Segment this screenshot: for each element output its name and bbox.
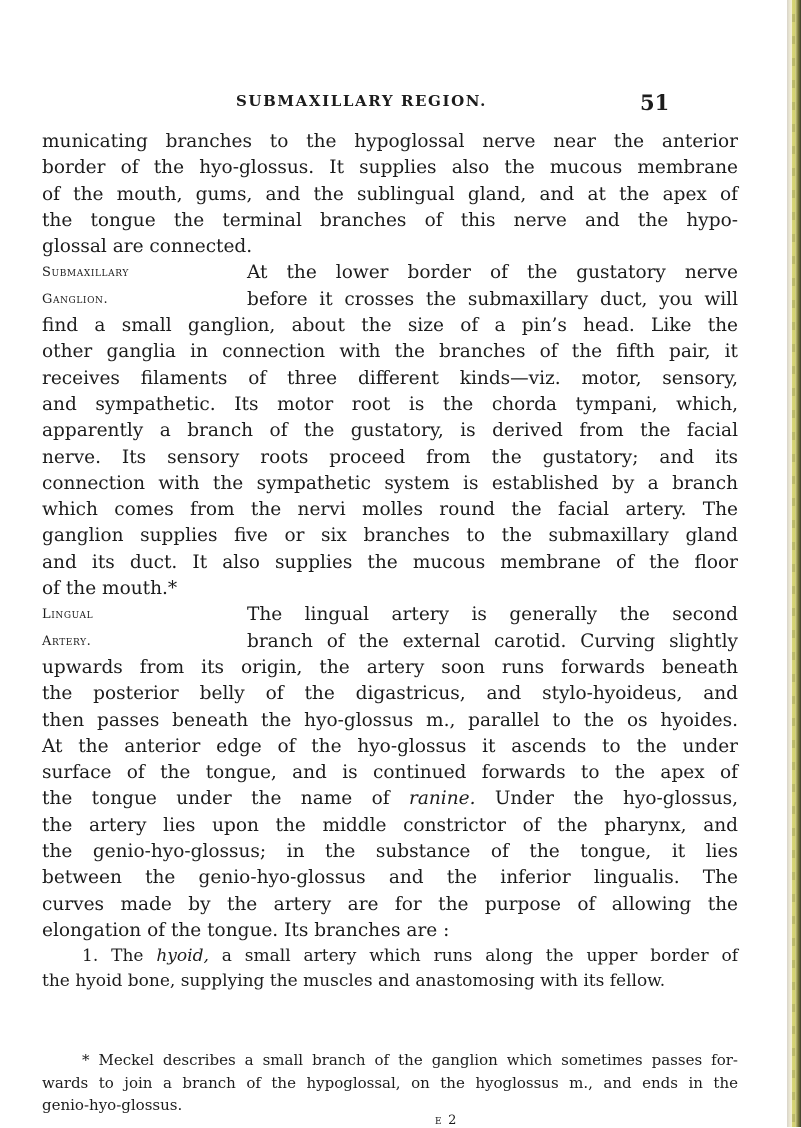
italic-term-ranine: ranine.	[409, 788, 476, 810]
text-line: receives filaments of three different kinds—viz. motor, sensory,	[42, 367, 738, 389]
text-line: which comes from the nervi molles round the facial artery. The	[42, 499, 738, 521]
text-line: apparently a branch of the gustatory, is derived from the facial	[42, 420, 738, 442]
text-line: connection with the sympathetic system is established by a branch	[42, 472, 738, 494]
signature-mark: e 2	[435, 1113, 458, 1128]
text-line: At the anterior edge of the hyo-glossus it ascends to the under	[42, 735, 738, 757]
text-line: and sympathetic. Its motor root is the chorda tympani, which,	[42, 393, 738, 415]
list-item-hyoid	[42, 944, 738, 969]
text-line: and its duct. It also supplies the mucous membrane of the floor	[42, 551, 738, 573]
footnote-line: wards to join a branch of the hypoglossal, on the hyoglossus m., and ends in the	[42, 1073, 738, 1092]
text-line: border of the hyo-glossus. It supplies also the mucous membrane	[42, 157, 738, 179]
running-head: SUBMAXILLARY REGION.	[236, 92, 487, 110]
text-line: of the mouth.*	[42, 578, 178, 600]
text-line: between the genio-hyo-glossus and the inferior lingualis. The	[42, 867, 738, 889]
text-line: elongation of the tongue. Its branches are :	[42, 919, 450, 941]
paragraph-submaxillary-ganglion	[42, 260, 738, 286]
italic-term-hyoid: hyoid,	[156, 946, 209, 967]
page-header	[0, 90, 801, 114]
text-line: before it crosses the submaxillary duct, you will	[247, 288, 738, 310]
paragraph-lingual-artery	[42, 602, 738, 628]
margin-note-submaxillary: Submaxillary	[42, 265, 129, 281]
text-span: Under the hyo-glossus,	[475, 788, 738, 810]
text-line: glossal are connected.	[42, 236, 253, 258]
margin-note-artery: Artery.	[42, 633, 92, 649]
footnote	[42, 1049, 738, 1117]
text-line: surface of the tongue, and is continued forwards to the apex of	[42, 762, 738, 784]
text-line: curves made by the artery are for the purpose of allowing the	[42, 893, 738, 915]
text-span: The	[98, 946, 157, 967]
page-edge-binding	[787, 0, 801, 1127]
paragraph-row	[42, 287, 738, 313]
text-line: other ganglia in connection with the branches of the fifth pair, it	[42, 341, 738, 363]
margin-note-ganglion: Ganglion.	[42, 291, 109, 307]
text-line: The lingual artery is generally the second	[247, 604, 738, 626]
text-line: find a small ganglion, about the size of a pin’s head. Like the	[42, 315, 738, 337]
text-line: upwards from its origin, the artery soon runs forwards beneath	[42, 656, 738, 678]
body-text	[42, 129, 738, 994]
text-line: of the mouth, gums, and the sublingual gland, and at the apex of	[42, 183, 738, 205]
text-line: branch of the external carotid. Curving slightly	[247, 630, 738, 652]
text-line: the posterior belly of the digastricus, and stylo-hyoideus, and	[42, 683, 738, 705]
text-line: municating branches to the hypoglossal nerve near the anterior	[42, 131, 738, 152]
text-line: the genio-hyo-glossus; in the substance of the tongue, it lies	[42, 841, 738, 863]
text-span: the tongue under the name of	[42, 788, 409, 810]
paragraph-row	[42, 629, 738, 655]
text-line: At the lower border of the gustatory nerve	[247, 262, 738, 284]
list-number: 1.	[82, 946, 99, 967]
text-line: the tongue the terminal branches of this nerve and the hypo-	[42, 209, 738, 231]
text-line: nerve. Its sensory roots proceed from the gustatory; and its	[42, 446, 738, 468]
footnote-line: genio-hyo-glossus.	[42, 1096, 183, 1114]
text-span: a small artery which runs along the upper border of	[208, 946, 738, 967]
text-line: ganglion supplies five or six branches to the submaxillary gland	[42, 525, 738, 547]
text-line: then passes beneath the hyo-glossus m., parallel to the os hyoides.	[42, 709, 738, 731]
page-number: 51	[640, 90, 670, 115]
margin-note-lingual: Lingual	[42, 607, 94, 623]
text-line: the hyoid bone, supplying the muscles and anastomosing with its fellow.	[42, 971, 666, 992]
footnote-line: * Meckel describes a small branch of the ganglion which sometimes passes for-	[82, 1051, 738, 1069]
text-line: the artery lies upon the middle constrictor of the pharynx, and	[42, 814, 738, 836]
text-line-ranine	[42, 786, 738, 812]
